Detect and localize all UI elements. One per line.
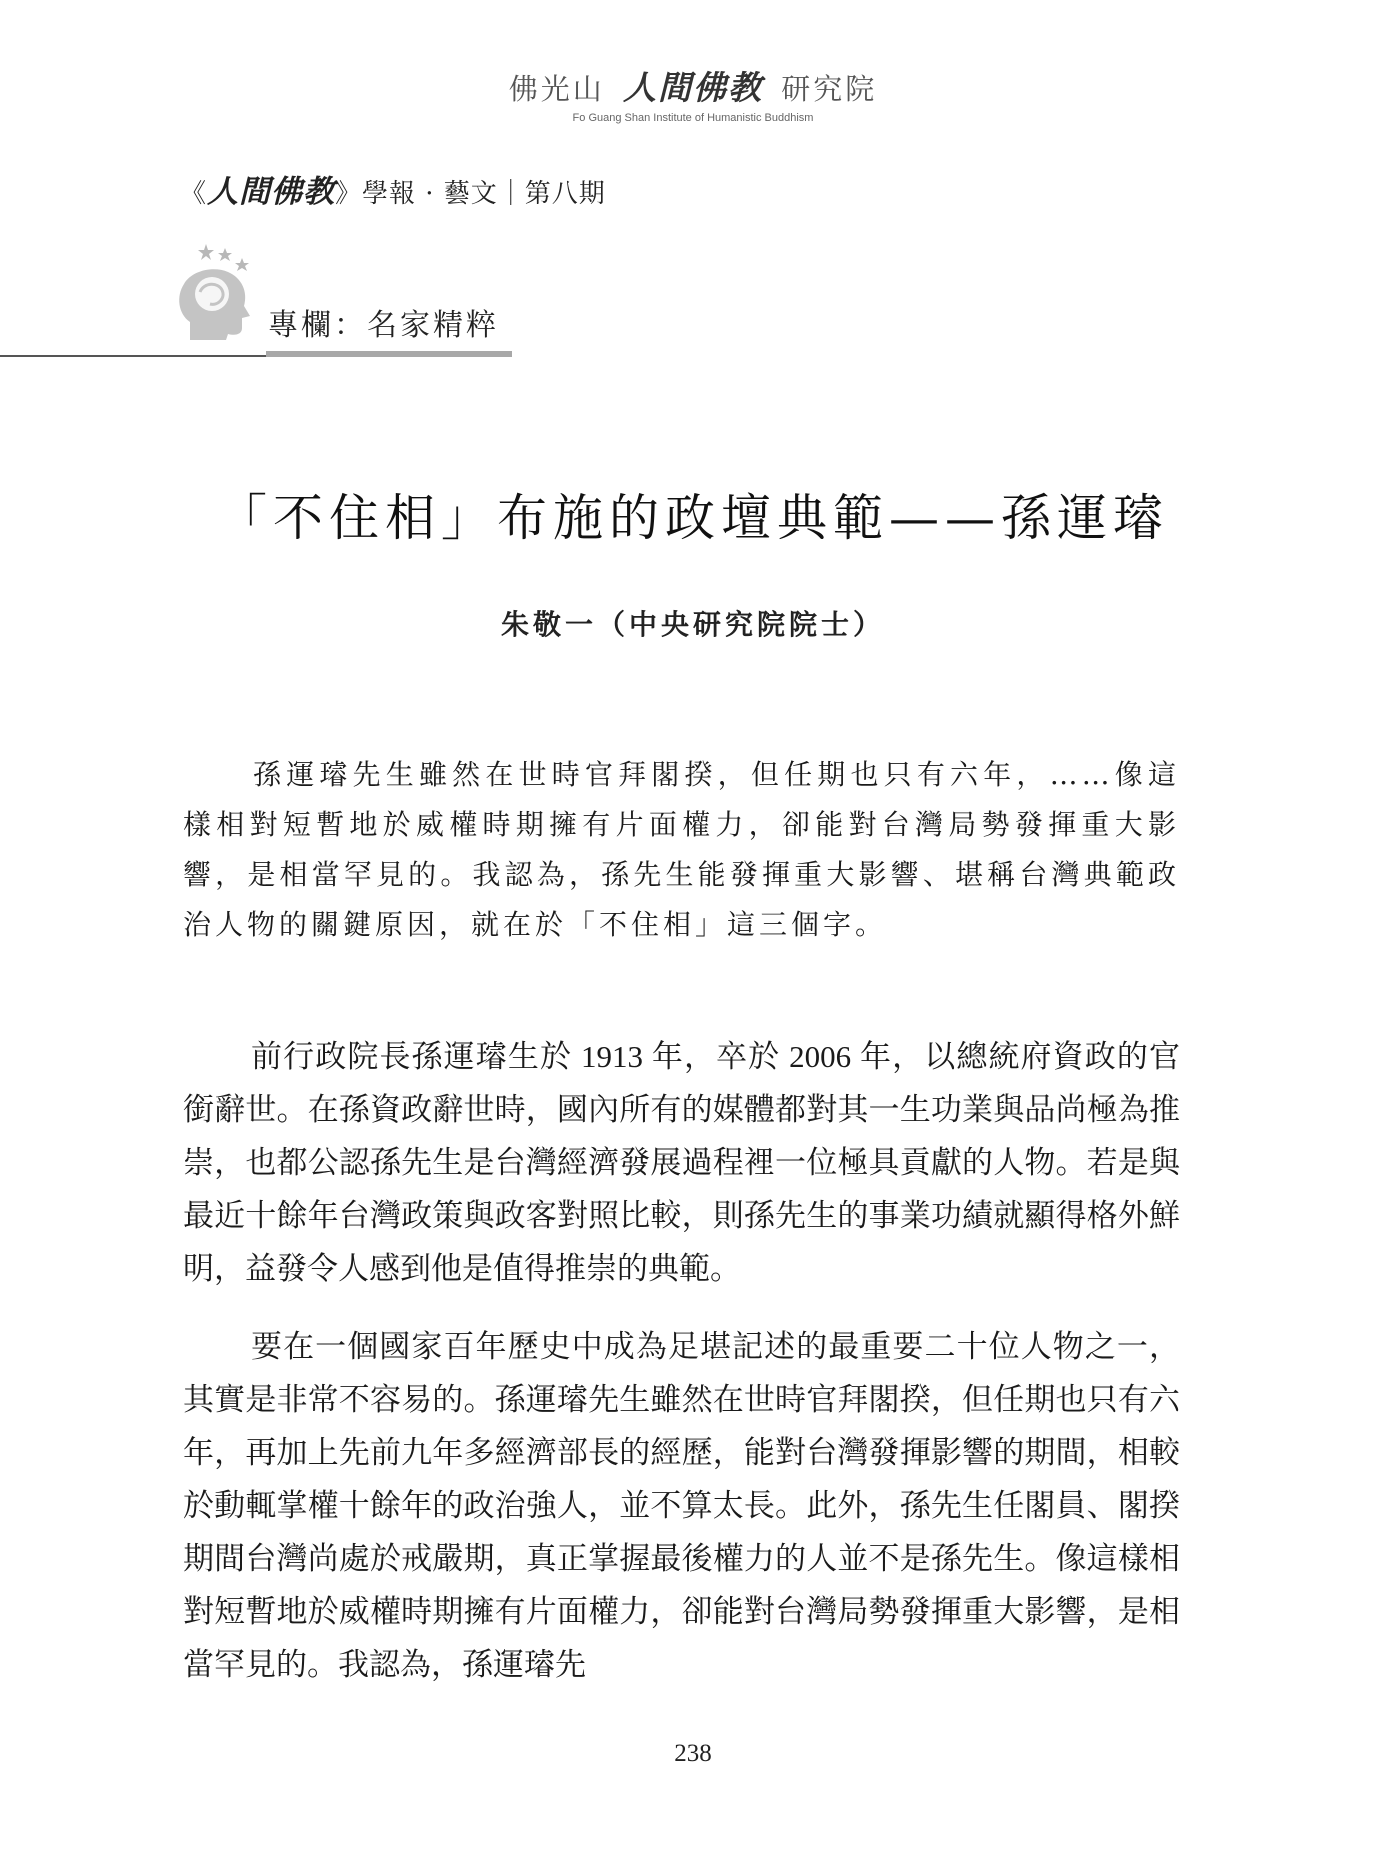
institute-suffix: 研究院 bbox=[781, 72, 878, 106]
journal-issue: 》學報 · 藝文｜第八期 bbox=[335, 179, 606, 209]
institute-prefix: 佛光山 bbox=[508, 72, 605, 106]
page-number: 238 bbox=[674, 1740, 712, 1767]
column-divider bbox=[0, 355, 266, 357]
column-label: 專欄：名家精粹 bbox=[268, 308, 499, 343]
article-author: 朱敬一（中央研究院院士） bbox=[500, 608, 885, 641]
institute-name bbox=[0, 62, 1386, 109]
column-divider-highlight bbox=[266, 351, 512, 357]
journal-open-bracket: 《 bbox=[180, 179, 208, 209]
head-with-stars-icon bbox=[170, 236, 270, 346]
institute-brand: 人間佛教 bbox=[623, 68, 763, 107]
body-paragraph-1: 前行政院長孫運璿生於 1913 年，卒於 2006 年，以總統府資政的官銜辭世。在孫資政辭世時，國內所有的媒體都對其一生功業與品尚極為推崇，也都公認孫先生是台灣經濟發展過程裡一位極具貢獻的人物。若是與最近十餘年台灣政策與政客對照比較，則孫先生的事業功績就顯得格外鮮明，益發令人感到他是值得推崇的典範。 bbox=[183, 1039, 1180, 1286]
epigraph-quote: 孫運璿先生雖然在世時官拜閣揆，但任期也只有六年，……像這樣相對短暫地於威權時期擁有片面權力，卻能對台灣局勢發揮重大影響，是相當罕見的。我認為，孫先生能發揮重大影響、堪稱台灣典範政治人物的關鍵原因，就在於「不住相」這三個字。 bbox=[183, 758, 1180, 941]
institute-english-name: Fo Guang Shan Institute of Humanistic Buddhism bbox=[572, 112, 814, 124]
journal-brand: 人間佛教 bbox=[207, 174, 336, 210]
article-title: 「不住相」布施的政壇典範——孫運璿 bbox=[217, 489, 1169, 547]
journal-running-header bbox=[180, 166, 606, 211]
body-paragraph-2: 要在一個國家百年歷史中成為足堪記述的最重要二十位人物之一，其實是非常不容易的。孫運璿先生雖然在世時官拜閣揆，但任期也只有六年，再加上先前九年多經濟部長的經歷，能對台灣發揮影響的期間，相較於動輒掌權十餘年的政治強人，並不算太長。此外，孫先生任閣員、閣揆期間台灣尚處於戒嚴期，真正掌握最後權力的人並不是孫先生。像這樣相對短暫地於威權時期擁有片面權力，卻能對台灣局勢發揮重大影響，是相當罕見的。我認為，孫運璿先 bbox=[183, 1329, 1180, 1682]
